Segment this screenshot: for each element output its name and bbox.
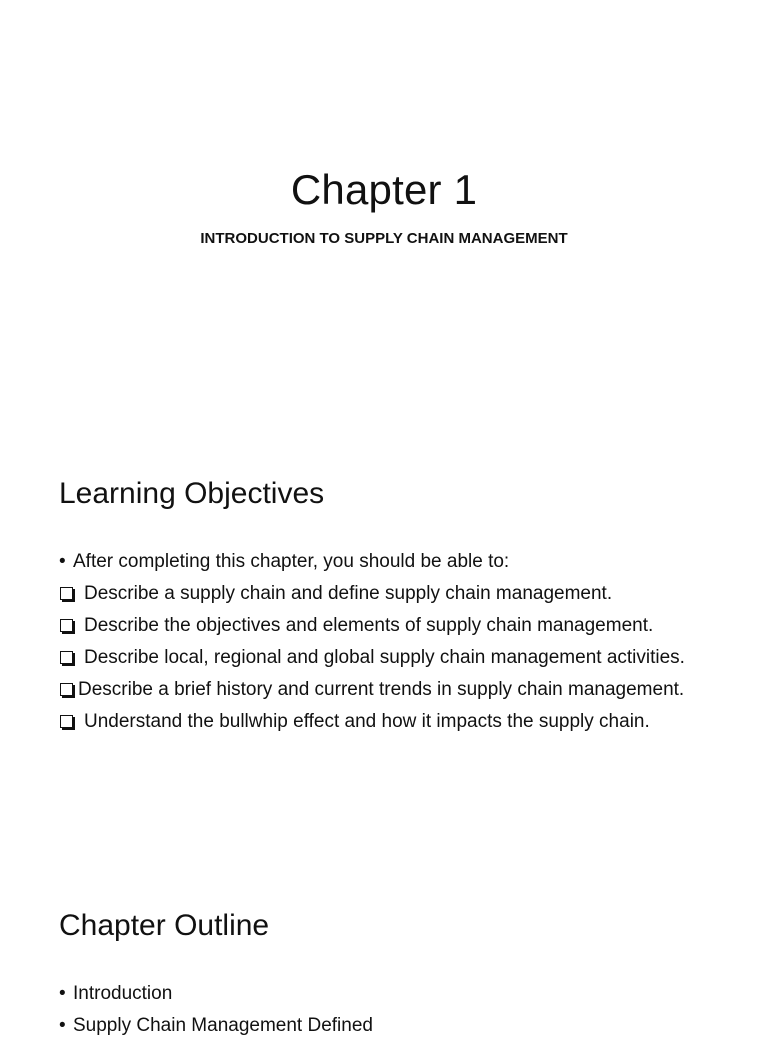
objective-text: Describe a brief history and current trends in supply chain management. [78, 679, 685, 700]
outline-text: Supply Chain Management Defined [73, 1015, 373, 1036]
outline-text: Introduction [73, 983, 173, 1004]
objective-text: Describe the objectives and elements of supply chain management. [84, 615, 654, 636]
learning-objectives-list [59, 549, 709, 741]
list-item [59, 581, 709, 606]
checkbox-icon [60, 715, 73, 728]
list-item [59, 981, 709, 1006]
objective-text: Understand the bullwhip effect and how it impacts the supply chain. [84, 711, 650, 732]
chapter-outline-list [59, 981, 709, 1045]
list-item [59, 613, 709, 638]
title-slide [0, 0, 768, 432]
bullet-icon: • [59, 983, 66, 1004]
list-item [59, 645, 709, 670]
bullet-icon: • [59, 551, 66, 572]
chapter-outline-slide [0, 864, 768, 1036]
objective-text: Describe local, regional and global supply chain management activities. [84, 647, 685, 668]
intro-text: After completing this chapter, you should be able to: [73, 551, 510, 572]
list-item [59, 709, 709, 734]
objective-text: Describe a supply chain and define supply chain management. [84, 583, 613, 604]
learning-objectives-slide [0, 432, 768, 864]
checkbox-icon [60, 587, 73, 600]
checkbox-icon [60, 683, 73, 696]
list-item [59, 1013, 709, 1038]
list-item [59, 549, 709, 574]
learning-objectives-heading: Learning Objectives [59, 477, 325, 510]
bullet-icon: • [59, 1015, 66, 1036]
chapter-subtitle: INTRODUCTION TO SUPPLY CHAIN MANAGEMENT [200, 230, 568, 247]
checkbox-icon [60, 651, 73, 664]
checkbox-icon [60, 619, 73, 632]
list-item [59, 677, 709, 702]
chapter-outline-heading: Chapter Outline [59, 909, 270, 942]
chapter-title: Chapter 1 [290, 166, 478, 213]
